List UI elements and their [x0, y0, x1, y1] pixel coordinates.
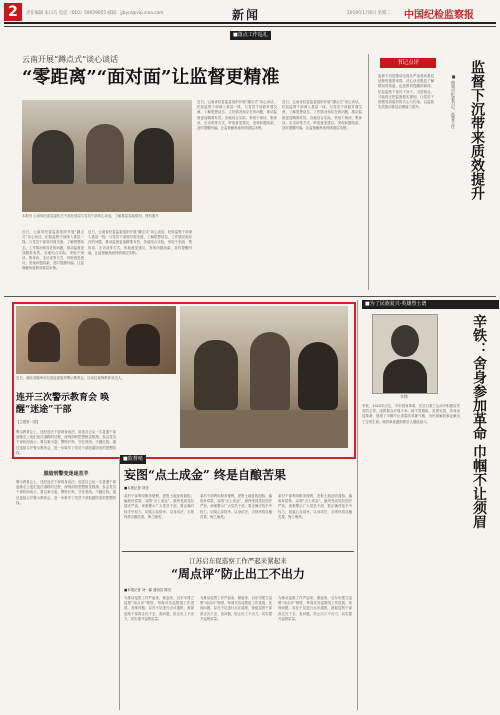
middle-body-col-3: 某村干部利用职务便利，虚报土地征收面积，骗取补偿款，妄图“点土成金”，最终受到党纪国法严惩。该案警示广大党员干部，要正确对待手中权力，切莫心存侥幸、以身试法，否则终将自酿苦果、悔之晚矣。 — [278, 494, 352, 519]
page-number: 2 — [4, 3, 22, 21]
left-story-photo — [16, 306, 176, 374]
left-story-body-top: 警示教育会上，违纪违法干部现身说法，讲述自己从一名普通干部逐渐走上违纪违法道路的过程，深刻剖析思想蜕变根源。参会党员干部纷纷表示，要以案为鉴、警钟长鸣，守住底线、不越红线。通过连续召开警示教育会，进一步筑牢了党员干部拒腐防变的思想防线。 — [16, 430, 116, 455]
left-story-intro: 【主题第一期】 — [16, 420, 40, 424]
lead-body-col-2: 近日，云南省纪委监委组织开展“蹲点式”谈心谈话，纪检监察干部深入基层一线，与党员干部面对面交流，了解思想动态、工作情况和存在的问题，推动监督更加精准有效。各地结合实际，采取个别谈、集体谈、走访谈等方式，听取意见建议，发现问题线索，及时提醒纠偏，让监督触角延伸到基层末梢。 — [88, 230, 192, 255]
left-story-headline: 连开三次警示教育会 唤醒“迷途”干部 — [16, 393, 110, 415]
lead-kicker: ■落点工作巡礼 — [230, 31, 271, 40]
header-date: 2019年1月8日 星期二 — [347, 11, 391, 16]
header-rule — [4, 22, 496, 24]
lead-subtitle: 云南开展“蹲点式”谈心谈话 — [22, 55, 119, 64]
hero-divider — [357, 300, 358, 710]
sidebar-label: 书记点评 — [380, 58, 436, 68]
middle-kicker: ■监督哨 — [120, 455, 146, 464]
left-story-caption: 近日，湖北省随州市纪委监委组织警示教育会，以身边案例教育身边人。 — [16, 376, 125, 380]
middle-body-col-2: 某村干部利用职务便利，虚报土地征收面积，骗取补偿款，妄图“点土成金”，最终受到党纪国法严惩。该案警示广大党员干部，要正确对待手中权力，切莫心存侥幸、以身试法，否则终将自酿苦果、悔之晚矣。 — [200, 494, 272, 519]
bottom-kicker: 江苏启东促巡察工作严起来紧起来 — [189, 557, 287, 565]
header-rule-thin — [4, 26, 496, 27]
lead-headline: “零距离”“面对面”让监督更精准 — [22, 67, 280, 88]
sidebar-byline: ■ 曲靖市纪委书记、监委主任 — [451, 74, 456, 129]
lead-body-col-4: 近日，云南省纪委监委组织开展“蹲点式”谈心谈话，纪检监察干部深入基层一线，与党员干部面对面交流，了解思想动态、工作情况和存在的问题，推动监督更加精准有效。各地结合实际，采取个别谈、集体谈、走访谈等方式，听取意见建议，发现问题线索，及时提醒纠偏，让监督触角延伸到基层末梢。 — [282, 100, 362, 131]
lead-photo — [22, 100, 192, 212]
bottom-body-col-1: 为推动巡察工作严起来、紧起来，启东市建立巡察“周点评”制度，每周对各巡察组工作进展、发现问题、存在不足进行点评通报，督促巡察干部真正沉下去、查问题，防止出工不出力，切实提升巡察质量。 — [124, 596, 194, 621]
middle-body-col-1: 某村干部利用职务便利，虚报土地征收面积，骗取补偿款，妄图“点土成金”，最终受到党纪国法严惩。该案警示广大党员干部，要正确对待手中权力，切莫心存侥幸、以身试法，否则终将自酿苦果、悔之晚矣。 — [124, 494, 194, 519]
sidebar-divider — [368, 54, 369, 290]
bottom-body-col-2: 为推动巡察工作严起来、紧起来，启东市建立巡察“周点评”制度，每周对各巡察组工作进展、发现问题、存在不足进行点评通报，督促巡察干部真正沉下去、查问题，防止出工不出力，切实提升巡察质量。 — [200, 596, 272, 621]
section-title: 新闻 — [232, 8, 261, 22]
bottom-headline: “周点评”防止出工不出力 — [171, 567, 305, 581]
lead-body-col-1: 近日，云南省纪委监委组织开展“蹲点式”谈心谈话，纪检监察干部深入基层一线，与党员干部面对面交流，了解思想动态、工作情况和存在的问题，推动监督更加精准有效。各地结合实际，采取个别谈、集体谈、走访谈等方式，听取意见建议，发现问题线索，及时提醒纠偏，让监督触角延伸到基层末梢。 — [22, 230, 84, 271]
middle-bottom-rule — [122, 551, 354, 552]
lead-body-col-3: 近日，云南省纪委监委组织开展“蹲点式”谈心谈话，纪检监察干部深入基层一线，与党员干部面对面交流，了解思想动态、工作情况和存在的问题，推动监督更加精准有效。各地结合实际，采取个别谈、集体谈、走访谈等方式，听取意见建议，发现问题线索，及时提醒纠偏，让监督触角延伸到基层末梢。 — [197, 100, 277, 131]
bottom-byline: ■本报记者 刘一霖 通讯员 陈宗 — [124, 588, 172, 592]
hero-body-top: 辛铁，1920年出生，早年投身革命，在抗日救亡运动中积极宣传党的主张，组织群众开展斗争。她不畏艰险、英勇无畏，舍身参加革命，展现了巾帼不让须眉的英雄气概，为民族解放事业献出了宝贵生命。她的事迹激励着后人继续奋斗。 — [362, 404, 460, 424]
middle-photo — [180, 306, 348, 448]
hero-portrait — [372, 314, 438, 394]
sidebar-headline: 监督下沉带来质效提升 — [469, 60, 485, 200]
left-story-body-col-1: 警示教育会上，违纪违法干部现身说法，讲述自己从一名普通干部逐渐走上违纪违法道路的过程，深刻剖析思想蜕变根源。参会党员干部纷纷表示，要以案为鉴、警钟长鸣，守住底线、不越红线。通过连续召开警示教育会，进一步筑牢了党员干部拒腐防变的思想防线。 — [16, 480, 116, 505]
hero-kicker: ■为了民族复兴·英雄烈士谱 — [362, 300, 499, 309]
middle-headline: 妄图“点土成金” 终是自酿苦果 — [124, 468, 286, 482]
left-story-subhead: 黑暗刑警变迷途羔羊 — [43, 471, 89, 477]
masthead: 中国纪检监察报 — [404, 10, 474, 21]
upper-section-rule — [4, 296, 496, 297]
hero-headline: 辛铁：舍身参加革命 巾帼不让须眉 — [471, 314, 487, 529]
middle-byline: ■本报记者 刘莹 — [124, 486, 149, 490]
sidebar-body: 监督下沉是推动全面从严治党向基层延伸的重要举措。谈心谈话既是了解情况的渠道，也是教育提醒的载体。纪检监察干部沉下身子、走进群众，才能真正把监督做实做细，让党员干部感受到组织的关心与约束，以监督实效推动基层治理能力提升。 — [378, 74, 434, 110]
left-column-divider — [119, 458, 120, 710]
bottom-body-col-3: 为推动巡察工作严起来、紧起来，启东市建立巡察“周点评”制度，每周对各巡察组工作进展、发现问题、存在不足进行点评通报，督促巡察干部真正沉下去、查问题，防止出工不出力，切实提升巡察质量。 — [278, 596, 352, 621]
lead-photo-caption: 本报讯 云南省纪委监委机关干部在基层与党员干部谈心谈话，了解基层实际情况。资料照片 — [22, 214, 159, 218]
hero-portrait-caption: 辛铁 — [400, 394, 408, 399]
header-meta: 责任编辑 朱日巧 电话（010）59059055 邮箱：jjbyrz@vip.sina.com — [26, 11, 164, 16]
